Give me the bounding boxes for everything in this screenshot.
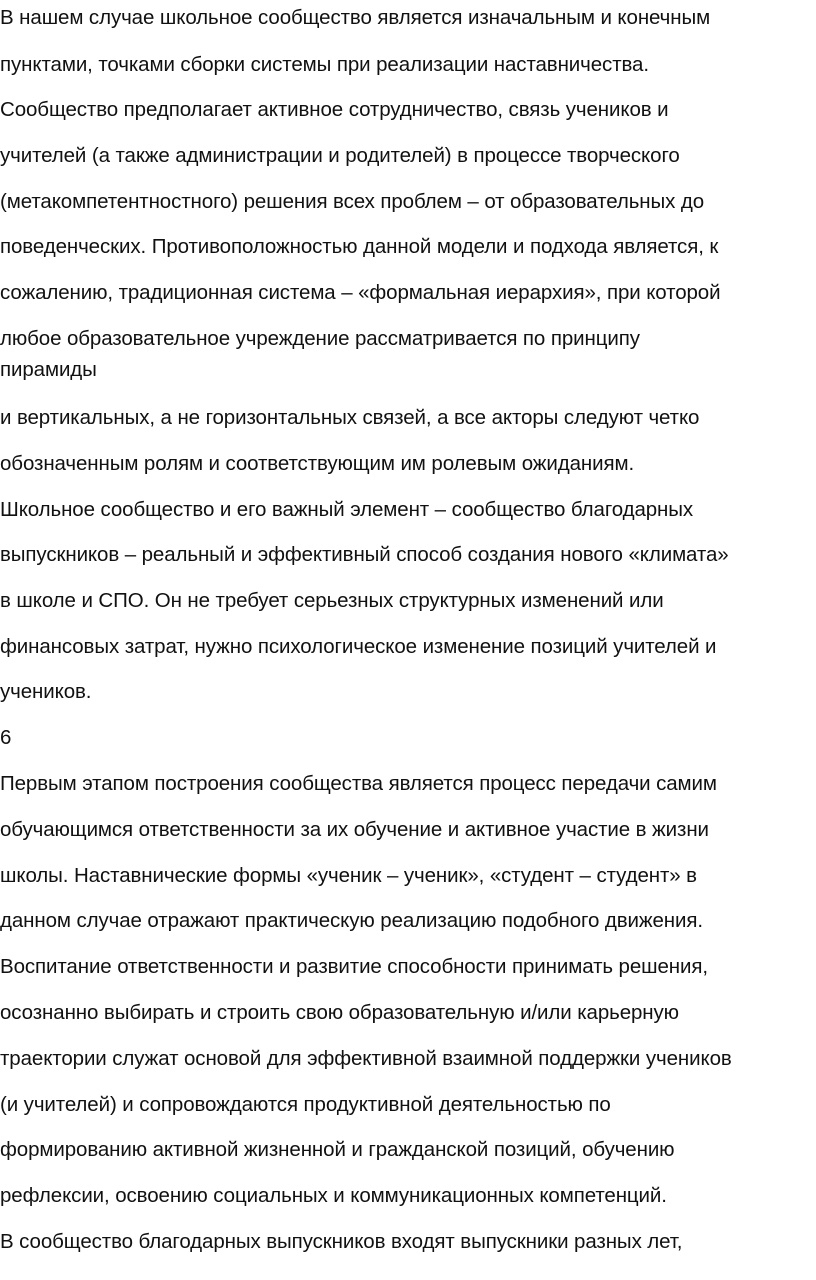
text-line: выпускников – реальный и эффективный способ создания нового «климата» bbox=[0, 543, 729, 566]
text-line: финансовых затрат, нужно психологическое изменение позиций учителей и bbox=[0, 635, 717, 658]
text-line: сожалению, традиционная система – «формальная иерархия», при которой bbox=[0, 281, 721, 304]
text-line: рефлексии, освоению социальных и коммуникационных компетенций. bbox=[0, 1184, 667, 1207]
text-line: обучающимся ответственности за их обучение и активное участие в жизни bbox=[0, 818, 709, 841]
text-line: (метакомпетентностного) решения всех проблем – от образовательных до bbox=[0, 190, 705, 213]
text-line: и вертикальных, а не горизонтальных связей, а все акторы следуют четко bbox=[0, 406, 700, 429]
text-line: В нашем случае школьное сообщество является изначальным и конечным bbox=[0, 6, 711, 29]
text-line: обозначенным ролям и соответствующим им ролевым ожиданиям. bbox=[0, 452, 635, 475]
page-number: 6 bbox=[0, 726, 12, 749]
text-line: в школе и СПО. Он не требует серьезных структурных изменений или bbox=[0, 589, 664, 612]
text-line: пунктами, точками сборки системы при реализации наставничества. bbox=[0, 53, 649, 76]
text-line: пирамиды bbox=[0, 358, 97, 381]
text-line: Школьное сообщество и его важный элемент – сообщество благодарных bbox=[0, 498, 694, 521]
text-line: Первым этапом построения сообщества является процесс передачи самим bbox=[0, 772, 717, 795]
text-line: (и учителей) и сопровождаются продуктивной деятельностью по bbox=[0, 1093, 611, 1116]
text-line: траектории служат основой для эффективной взаимной поддержки учеников bbox=[0, 1047, 732, 1070]
text-line: поведенческих. Противоположностью данной модели и подхода является, к bbox=[0, 235, 719, 258]
text-line: данном случае отражают практическую реализацию подобного движения. bbox=[0, 909, 703, 932]
text-line: Сообщество предполагает активное сотрудничество, связь учеников и bbox=[0, 98, 669, 121]
text-line: учеников. bbox=[0, 680, 92, 703]
text-line: учителей (а также администрации и родителей) в процессе творческого bbox=[0, 144, 680, 167]
text-line: школы. Наставнические формы «ученик – ученик», «студент – студент» в bbox=[0, 864, 697, 887]
text-line: осознанно выбирать и строить свою образовательную и/или карьерную bbox=[0, 1001, 679, 1024]
text-line: формированию активной жизненной и гражданской позиций, обучению bbox=[0, 1138, 675, 1161]
text-line: любое образовательное учреждение рассматривается по принципу bbox=[0, 327, 640, 350]
text-line: Воспитание ответственности и развитие способности принимать решения, bbox=[0, 955, 708, 978]
text-line: В сообщество благодарных выпускников входят выпускники разных лет, bbox=[0, 1230, 683, 1253]
